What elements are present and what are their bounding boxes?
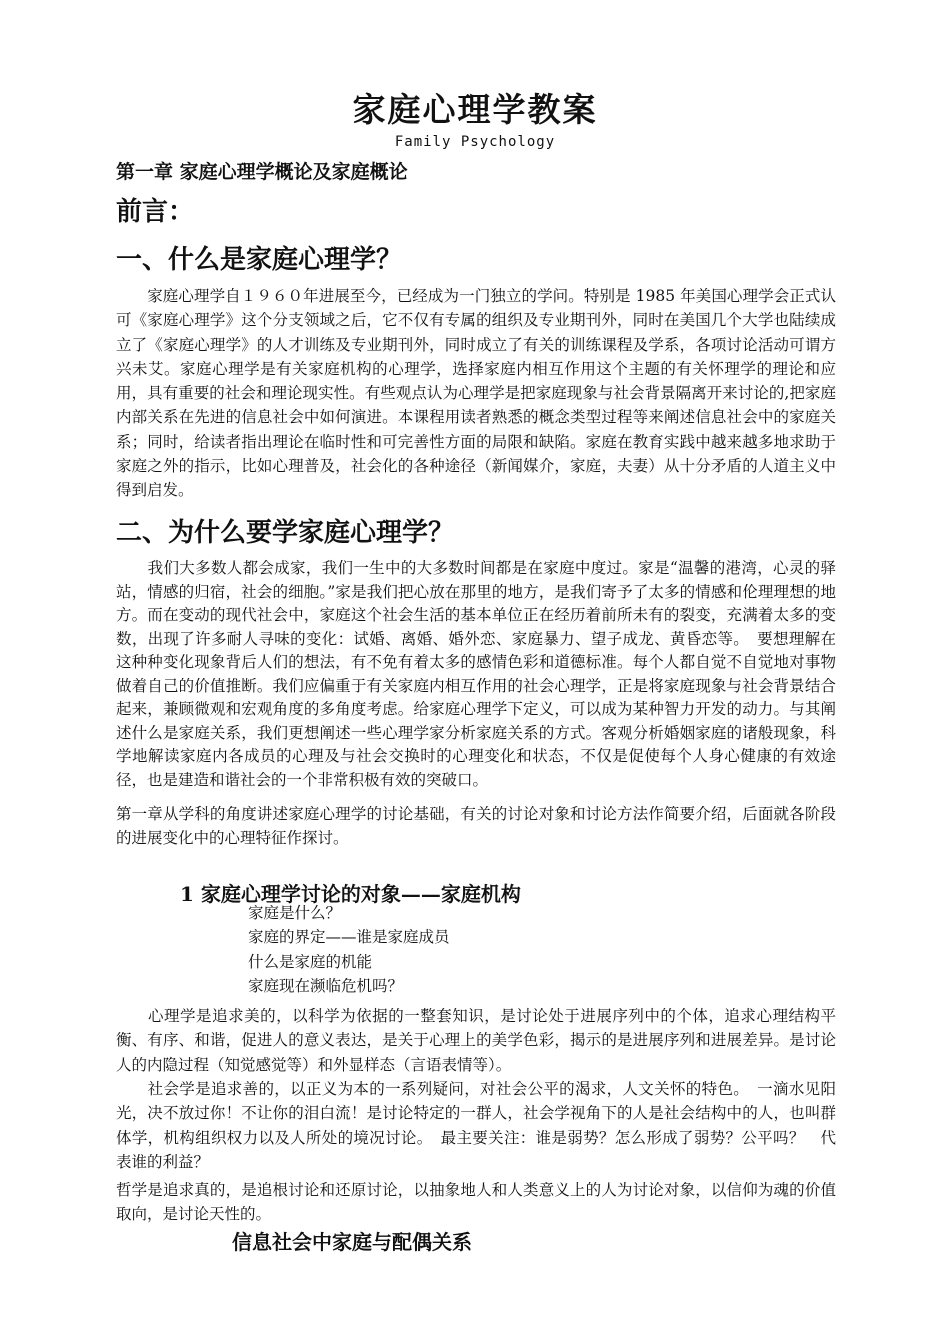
document-subtitle: Family Psychology (394, 134, 556, 150)
subsection-heading-information-society: 信息社会中家庭与配偶关系 (232, 1230, 472, 1254)
preface-heading: 前言： (116, 197, 195, 227)
list-item: 家庭的界定——谁是家庭成员 (248, 928, 450, 947)
research-object-list (248, 901, 450, 998)
document-title: 家庭心理学教案 (352, 90, 598, 129)
section-heading-what-is: 一、什么是家庭心理学？ (116, 245, 403, 275)
list-item: 什么是家庭的机能 (248, 952, 373, 971)
list-item: 家庭现在濒临危机吗？ (248, 976, 404, 995)
sociology-paragraph: 社会学是追求善的，以正义为本的一系列疑问，对社会公平的渴求，人文关怀的特色。 一滴水见阳光，决不放过你！不让你的泪白流！是讨论特定的一群人，社会学视角下的人是社会结构中的人，也叫群体学，机构组织权力以及人所处的境况讨论。 最主要关注：谁是弱势？怎么形成了弱势？公平吗？ 代表谁的利益？ (116, 1080, 836, 1171)
section-why-learn-paragraph: 我们大多数人都会成家，我们一生中的大多数时间都是在家庭中度过。家是“温馨的港湾，心灵的驿站，情感的归宿，社会的细胞。”家是我们把心放在那里的地方，是我们寄予了太多的情感和伦理理想的地方。而在变动的现代社会中，家庭这个社会生活的基本单位正在经历着前所未有的裂变，充满着太多的变数，出现了许多耐人寻味的变化：试婚、离婚、婚外恋、家庭暴力、望子成龙、黄昏恋等。 要想理解在这种种变化现象背后人们的想法，有不免有着太多的感情色彩和道德标准。每个人都自觉不自觉地对事物做着自己的价值推断。我们应偏重于有关家庭内相互作用的社会心理学，正是将家庭现象与社会背景结合起来，兼顾微观和宏观角度的多角度考虑。给家庭心理学下定义，可以成为某种智力开发的动力。与其阐述什么是家庭关系，我们更想阐述一些心理学家分析家庭关系的方式。客观分析婚姻家庭的诸般现象，科学地解读家庭内各成员的心理及与社会交换时的心理变化和状态，不仅是促使每个人身心健康的有效途径，也是建造和谐社会的一个非常积极有效的突破口。 (116, 559, 836, 789)
chapter-intro-paragraph: 第一章从学科的角度讲述家庭心理学的讨论基础，有关的讨论对象和讨论方法作简要介绍，后面就各阶段的进展变化中的心理特征作探讨。 (116, 805, 836, 847)
section-heading-why-learn: 二、为什么要学家庭心理学？ (116, 518, 455, 548)
section-what-is-paragraph: 家庭心理学自１９６０年进展至今，已经成为一门独立的学问。特别是 1985 年美国心理学会正式认可《家庭心理学》这个分支领域之后，它不仅有专属的组织及专业期刊外，同时在美国几个大学也陆续成立了《家庭心理学》的人才训练及专业期刊外，同时成立了有关的训练课程及学系，各项讨论活动可谓方兴未艾。家庭心理学是有关家庭机构的心理学，选择家庭内相互作用这个主题的有关怀理学的理论和应用，具有重要的社会和理论现实性。有些观点认为心理学是把家庭现象与社会背景隔离开来讨论的,把家庭内部关系在先进的信息社会中如何演进。本课程用读者熟悉的概念类型过程等来阐述信息社会中的家庭关系；同时，给读者指出理论在临时性和可完善性方面的局限和缺陷。家庭在教育实践中越来越多地求助于家庭之外的指示，比如心理普及，社会化的各种途径（新闻媒介，家庭，夫妻）从十分矛盾的人道主义中得到启发。 (116, 287, 836, 500)
psychology-paragraph: 心理学是追求美的，以科学为依据的一整套知识，是讨论处于进展序列中的个体，追求心理结构平衡、有序、和谐，促进人的意义表达，是关于心理上的美学色彩，揭示的是进展序列和进展差异。是讨论人的内隐过程（知觉感觉等）和外显样态（言语表情等）。 (116, 1007, 836, 1074)
subsection-heading-research-object: 1 家庭心理学讨论的对象——家庭机构 (180, 882, 521, 906)
list-item: 家庭是什么？ (248, 904, 342, 922)
chapter-heading: 第一章 家庭心理学概论及家庭概论 (116, 161, 408, 183)
philosophy-paragraph: 哲学是追求真的，是追根讨论和还原讨论，以抽象地人和人类意义上的人为讨论对象，以信仰为魂的价值取向，是讨论天性的。 (116, 1181, 836, 1224)
